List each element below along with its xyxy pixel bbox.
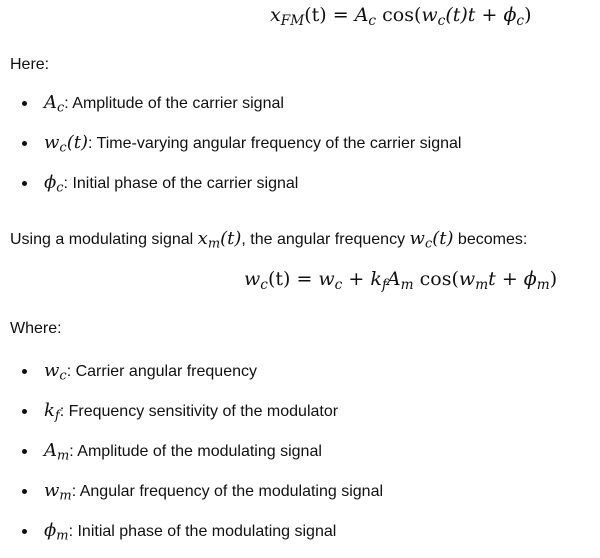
list-item bbox=[0, 90, 461, 130]
modulating-signal-sentence bbox=[10, 228, 528, 252]
definition-text: : Frequency sensitivity of the modulator bbox=[59, 403, 339, 420]
eq1-amplitude-subscript: c bbox=[368, 12, 377, 29]
angular-frequency-symbol bbox=[409, 228, 454, 252]
definition-text: : Amplitude of the carrier signal bbox=[64, 95, 284, 112]
symbol-base: A bbox=[44, 440, 57, 461]
definition-symbol bbox=[44, 92, 65, 116]
eq2-lhs-argument: (t) bbox=[267, 268, 291, 290]
symbol-base: k bbox=[44, 400, 55, 421]
symbol-base: ϕ bbox=[44, 520, 57, 541]
eq2-cos-function: cos bbox=[413, 268, 452, 290]
eq1-open-paren: ( bbox=[413, 4, 422, 26]
eq1-close-paren: ) bbox=[524, 4, 532, 26]
eq2-phase-subscript: m bbox=[536, 276, 550, 293]
eq1-frequency-subscript: c bbox=[437, 12, 446, 29]
sentence-text-part: becomes: bbox=[453, 231, 528, 248]
eq1-equals: = bbox=[326, 4, 355, 26]
symbol-argument: (t) bbox=[432, 228, 454, 249]
symbol-base: w bbox=[44, 480, 60, 501]
definition-text: : Initial phase of the carrier signal bbox=[63, 175, 299, 192]
definition-text: : Angular frequency of the modulating signal bbox=[71, 483, 384, 500]
list-item bbox=[0, 518, 383, 558]
eq2-plus: + bbox=[495, 268, 524, 290]
definition-symbol bbox=[44, 480, 72, 504]
where-label: Where: bbox=[10, 320, 62, 337]
eq2-time-variable: t bbox=[488, 268, 496, 290]
eq2-sensitivity-subscript: f bbox=[381, 276, 387, 293]
list-item bbox=[0, 478, 383, 518]
angular-frequency-equation bbox=[244, 268, 558, 293]
eq2-amplitude-subscript: m bbox=[400, 276, 414, 293]
list-item bbox=[0, 130, 461, 170]
eq2-open-paren: ( bbox=[451, 268, 459, 290]
definition-text: : Carrier angular frequency bbox=[66, 363, 257, 380]
symbol-subscript: f bbox=[54, 408, 60, 424]
eq2-carrier-frequency-subscript: c bbox=[334, 276, 343, 293]
symbol-subscript: m bbox=[59, 488, 72, 504]
definition-symbol bbox=[44, 440, 70, 464]
eq2-sensitivity-symbol: k bbox=[370, 268, 382, 290]
symbol-subscript: c bbox=[56, 180, 64, 196]
definition-symbol bbox=[44, 360, 67, 384]
eq1-cos-function: cos bbox=[376, 4, 414, 26]
eq2-lhs-subscript: c bbox=[260, 276, 268, 293]
eq1-plus: + bbox=[475, 4, 504, 26]
eq2-carrier-frequency-symbol: w bbox=[318, 268, 335, 290]
eq1-lhs-symbol: x bbox=[270, 4, 281, 26]
symbol-base: A bbox=[44, 92, 57, 113]
symbol-argument: (t) bbox=[220, 228, 242, 249]
eq2-phase-symbol: ϕ bbox=[523, 268, 537, 290]
eq1-phase-subscript: c bbox=[516, 12, 525, 29]
definition-symbol bbox=[44, 132, 88, 156]
modulation-definitions-list bbox=[0, 358, 383, 558]
list-item bbox=[0, 398, 383, 438]
definition-symbol bbox=[44, 400, 60, 424]
carrier-definitions-list bbox=[0, 90, 461, 210]
eq2-amplitude-symbol: A bbox=[386, 268, 401, 290]
symbol-base: w bbox=[44, 132, 60, 153]
definition-symbol bbox=[44, 172, 64, 196]
definition-text: : Amplitude of the modulating signal bbox=[69, 443, 322, 460]
eq1-amplitude-symbol: A bbox=[354, 4, 369, 26]
symbol-subscript: m bbox=[207, 236, 221, 252]
eq1-phase-symbol: ϕ bbox=[503, 4, 517, 26]
eq1-lhs-subscript: FM bbox=[280, 12, 305, 29]
symbol-argument: (t) bbox=[66, 132, 88, 153]
eq2-lhs-symbol: w bbox=[244, 268, 261, 290]
eq2-modulating-frequency-subscript: m bbox=[475, 276, 489, 293]
sentence-text-part: Using a modulating signal bbox=[10, 231, 198, 248]
symbol-subscript: m bbox=[57, 448, 70, 464]
sentence-text-part: , the angular frequency bbox=[241, 231, 410, 248]
symbol-subscript: c bbox=[59, 368, 67, 384]
eq2-close-paren: ) bbox=[549, 268, 558, 290]
eq2-equals: = bbox=[290, 268, 319, 290]
definition-symbol bbox=[44, 520, 69, 544]
symbol-subscript: c bbox=[57, 100, 65, 116]
symbol-subscript: c bbox=[59, 140, 67, 156]
eq1-frequency-argument: (t)t bbox=[445, 4, 476, 26]
eq2-plus: + bbox=[342, 268, 371, 290]
symbol-subscript: c bbox=[424, 236, 433, 252]
eq1-lhs-argument: (t) bbox=[304, 4, 327, 26]
symbol-subscript: m bbox=[56, 528, 69, 544]
eq1-frequency-symbol: w bbox=[421, 4, 438, 26]
symbol-base: x bbox=[197, 228, 208, 249]
list-item bbox=[0, 170, 461, 210]
definition-text: : Initial phase of the modulating signal bbox=[68, 523, 337, 540]
here-label: Here: bbox=[10, 56, 50, 73]
list-item bbox=[0, 358, 383, 398]
symbol-base: ϕ bbox=[44, 172, 57, 193]
modulating-signal-symbol bbox=[197, 228, 242, 252]
symbol-base: w bbox=[44, 360, 60, 381]
eq2-modulating-frequency-symbol: w bbox=[458, 268, 476, 290]
fm-signal-equation bbox=[270, 4, 532, 29]
list-item bbox=[0, 438, 383, 478]
symbol-base: w bbox=[409, 228, 425, 249]
definition-text: : Time-varying angular frequency of the carrier signal bbox=[87, 135, 462, 152]
